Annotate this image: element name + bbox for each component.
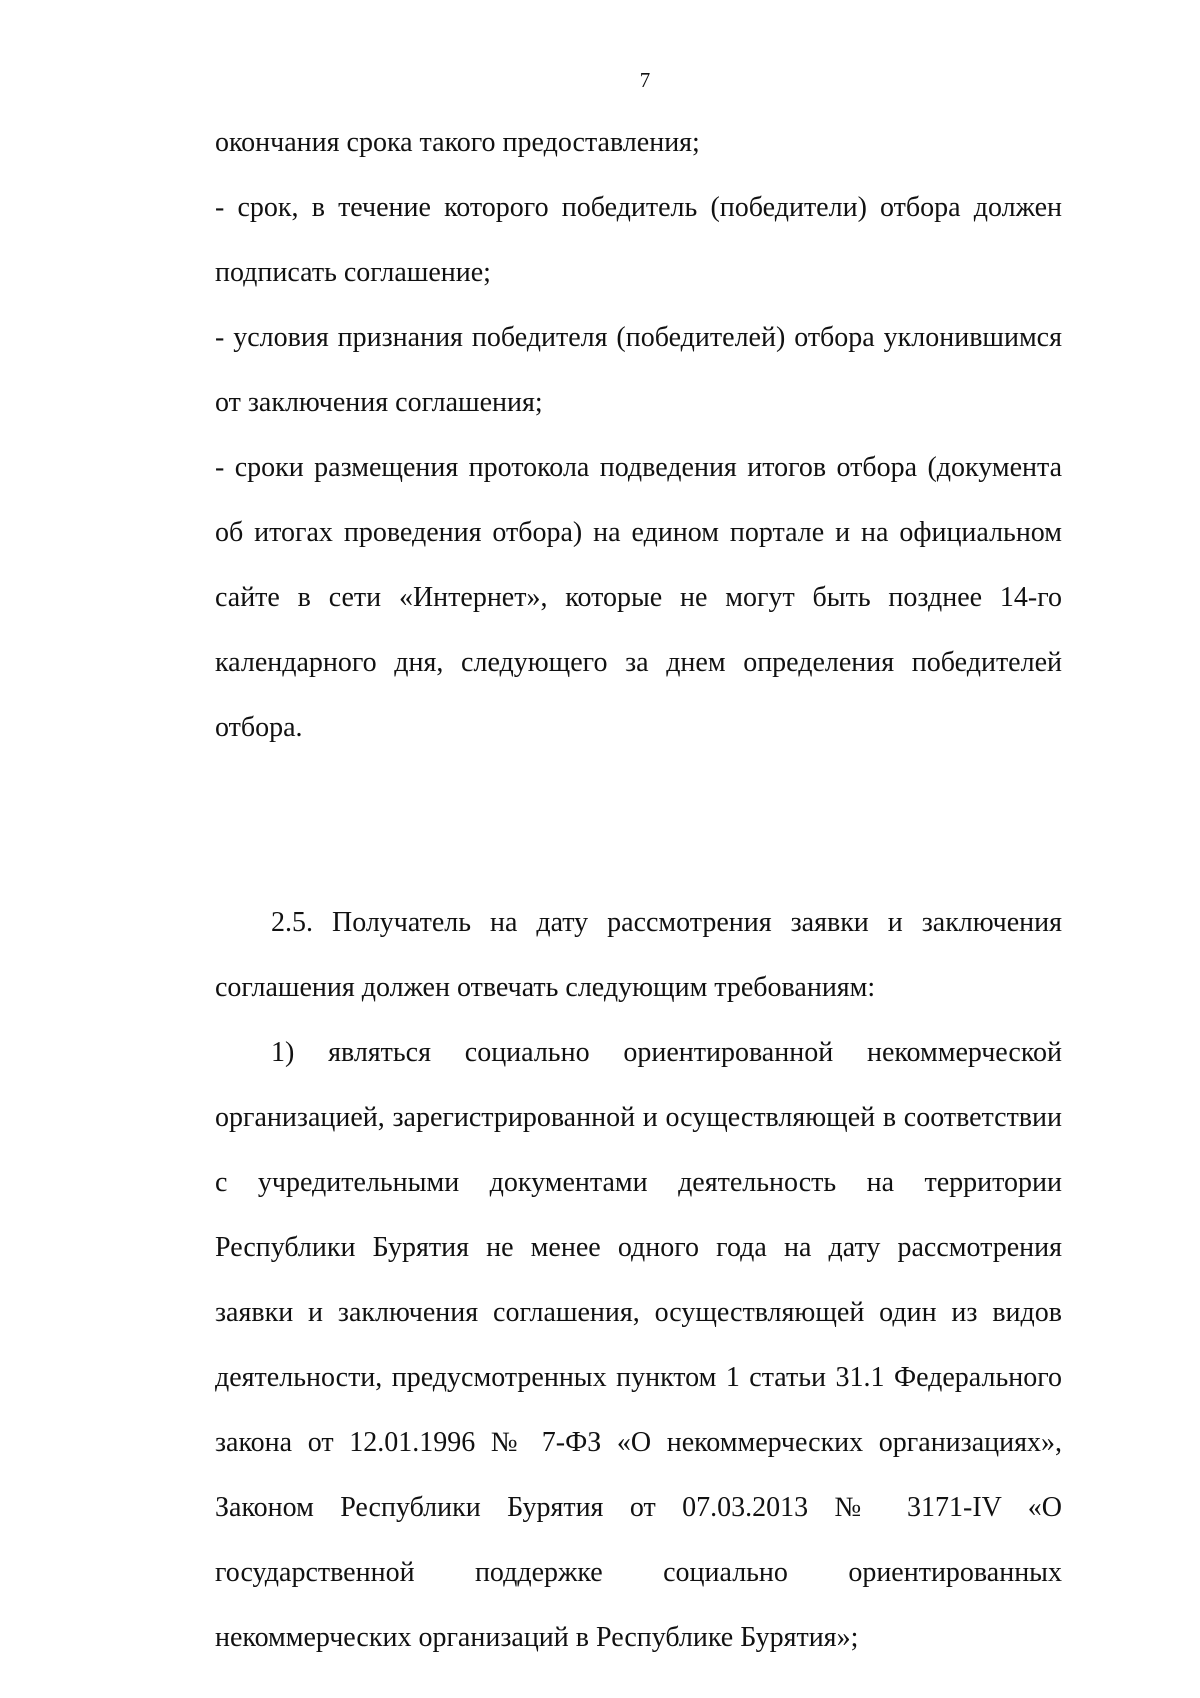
paragraph-gap	[215, 760, 1062, 890]
requirement-item-1: 1) являться социально ориентированной некоммерческой организацией, зарегистрированной и осуществляющей в соответствии с учредительными документами деятельность на территории Республики Бурятия не менее одного года на дату рассмотрения заявки и заключения соглашения, осуществляющей один из видов деятельности, предусмотренных пунктом 1 статьи 31.1 Федерального закона от 12.01.1996 № 7-ФЗ «О некоммерческих организациях», Законом Республики Бурятия от 07.03.2013 № 3171-IV «О государственной поддержке социально ориентированных некоммерческих организаций в Республике Бурятия»;	[215, 1037, 1062, 1653]
paragraph-end-of-term: окончания срока такого предоставления;	[215, 127, 700, 158]
paragraph-protocol-terms: - сроки размещения протокола подведения итогов отбора (документа об итогах проведения отбора) на едином портале и на официальном сайте в сети «Интернет», которые не могут быть позднее 14-го календарного дня, следующего за днем определения победителей отбора.	[215, 452, 1062, 743]
page-number: 7	[639, 68, 651, 92]
paragraph-evasion-conditions: - условия признания победителя (победителей) отбора уклонившимся от заключения соглашения;	[215, 322, 1062, 418]
section-2-5: 2.5. Получатель на дату рассмотрения заявки и заключения соглашения должен отвечать следующим требованиям:	[215, 907, 1062, 1003]
paragraph-signing-term: - срок, в течение которого победитель (победители) отбора должен подписать соглашение;	[215, 192, 1062, 288]
document-body	[215, 110, 1062, 1670]
